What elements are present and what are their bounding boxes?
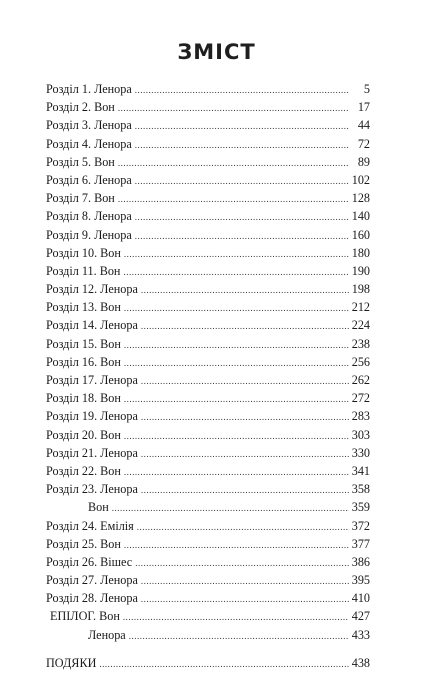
dot-leader: [124, 427, 349, 445]
toc-entry-page: 433: [351, 627, 370, 642]
toc-entry-page: 160: [351, 227, 370, 242]
toc-entry-page: 358: [351, 482, 370, 497]
toc-entry: [46, 135, 370, 153]
toc-entry-page: 180: [351, 245, 370, 260]
toc-entry-label: Розділ 20. Вон: [46, 427, 121, 442]
toc-entry-page: 238: [351, 336, 370, 351]
toc-entry: [46, 80, 370, 98]
dot-leader: [135, 81, 349, 99]
toc-entry: [46, 535, 370, 553]
toc-entry-page: 212: [351, 300, 370, 315]
toc-entry: [46, 571, 370, 589]
toc-entry-page: 17: [357, 100, 370, 115]
toc-entry: [46, 389, 370, 407]
toc-entry-label: Розділ 21. Ленора: [46, 445, 138, 460]
toc-entry-label: Розділ 13. Вон: [46, 300, 121, 315]
toc-entry: [46, 498, 370, 516]
dot-leader: [124, 536, 349, 554]
toc-entry-label: Розділ 11. Вон: [46, 263, 121, 278]
dot-leader: [141, 590, 349, 608]
toc-entry: [46, 480, 370, 498]
toc-entry: [46, 226, 370, 244]
table-of-contents: [46, 80, 370, 672]
toc-entry-page: 190: [351, 263, 370, 278]
toc-entry: [46, 371, 370, 389]
page-title: ЗМІСТ: [177, 40, 256, 64]
dot-leader: [129, 627, 349, 645]
toc-entry-page: 102: [351, 172, 370, 187]
toc-entry-label: Розділ 9. Ленора: [46, 227, 132, 242]
toc-entry-label: Розділ 23. Ленора: [46, 482, 138, 497]
toc-entry-page: 438: [351, 655, 370, 670]
toc-entry-page: 330: [351, 445, 370, 460]
dot-leader: [141, 281, 349, 299]
toc-entry: [46, 462, 370, 480]
toc-entry-page: 395: [351, 573, 370, 588]
dot-leader: [99, 655, 348, 673]
dot-leader: [135, 227, 349, 245]
spacer: [46, 644, 370, 654]
toc-entry-label: Розділ 14. Ленора: [46, 318, 138, 333]
toc-entry: [46, 316, 370, 334]
toc-entry-label: Розділ 8. Ленора: [46, 209, 132, 224]
toc-entry: [46, 553, 370, 571]
toc-entry-label: Вон: [88, 500, 109, 515]
toc-entry: [46, 654, 370, 672]
toc-entry-label: Розділ 18. Вон: [46, 391, 121, 406]
toc-entry: [46, 426, 370, 444]
toc-entry-label: Розділ 24. Емілія: [46, 518, 134, 533]
dot-leader: [135, 136, 349, 154]
toc-entry-page: 72: [357, 136, 370, 151]
toc-entry: [46, 335, 370, 353]
toc-entry: [46, 517, 370, 535]
dot-leader: [141, 445, 349, 463]
dot-leader: [141, 317, 349, 335]
toc-entry: [46, 189, 370, 207]
dot-leader: [141, 481, 349, 499]
dot-leader: [118, 99, 349, 117]
dot-leader: [118, 154, 349, 172]
toc-entry-page: 256: [351, 354, 370, 369]
toc-entry-page: 262: [351, 373, 370, 387]
dot-leader: [123, 608, 349, 626]
toc-entry: [46, 280, 370, 298]
toc-entry-page: 359: [351, 500, 370, 515]
toc-entry: [46, 353, 370, 371]
dot-leader: [118, 190, 349, 208]
toc-entry-page: 427: [351, 609, 370, 624]
toc-entry-label: Розділ 4. Ленора: [46, 136, 132, 151]
toc-entry-label: Розділ 3. Ленора: [46, 118, 132, 133]
dot-leader: [137, 518, 349, 536]
toc-entry: [46, 207, 370, 225]
toc-entry-page: 89: [357, 154, 370, 169]
dot-leader: [141, 372, 349, 390]
toc-entry-label: Розділ 26. Вішес: [46, 554, 133, 569]
dot-leader: [124, 390, 349, 408]
dot-leader: [112, 499, 349, 517]
toc-entry: [46, 116, 370, 134]
dot-leader: [135, 208, 349, 226]
toc-entry-page: 372: [351, 518, 370, 533]
toc-entry-label: Розділ 25. Вон: [46, 536, 121, 551]
toc-entry-label: Розділ 12. Ленора: [46, 282, 138, 297]
toc-entry: [46, 589, 370, 607]
toc-entry-page: 283: [351, 409, 370, 424]
dot-leader: [135, 117, 349, 135]
toc-entry-label: Розділ 27. Ленора: [46, 573, 138, 588]
toc-entry-label: ЕПІЛОГ. Вон: [50, 609, 120, 624]
toc-entry-label: Розділ 28. Ленора: [46, 591, 138, 606]
toc-entry-label: Розділ 19. Ленора: [46, 409, 138, 424]
toc-entry-page: 44: [357, 118, 370, 133]
toc-entry-label: Розділ 10. Вон: [46, 245, 121, 260]
toc-entry-page: 224: [351, 318, 370, 333]
dot-leader: [135, 172, 349, 190]
toc-entry-page: 410: [351, 591, 370, 606]
toc-entry: [46, 407, 370, 425]
toc-entry-label: Розділ 2. Вон: [46, 100, 115, 115]
toc-entry-page: 386: [351, 554, 370, 569]
toc-entry: [46, 244, 370, 262]
toc-entry-label: Розділ 22. Вон: [46, 463, 121, 478]
toc-entry-page: 140: [351, 209, 370, 224]
toc-entry: [46, 298, 370, 316]
toc-entry-label: Розділ 6. Ленора: [46, 172, 132, 187]
toc-entry: [46, 626, 370, 644]
toc-entry-page: 5: [363, 82, 370, 96]
toc-entry-label: Розділ 17. Ленора: [46, 373, 138, 387]
dot-leader: [141, 572, 349, 590]
toc-entry-label: Розділ 15. Вон: [46, 336, 121, 351]
toc-entry-label: Розділ 1. Ленора: [46, 82, 132, 96]
toc-entry: [46, 98, 370, 116]
toc-entry-label: ПОДЯКИ: [46, 655, 97, 670]
dot-leader: [124, 354, 349, 372]
dot-leader: [135, 554, 349, 572]
dot-leader: [124, 245, 349, 263]
dot-leader: [123, 263, 348, 281]
toc-entry: [46, 262, 370, 280]
toc-entry: [46, 171, 370, 189]
toc-entry: [46, 444, 370, 462]
toc-entry-page: 272: [351, 391, 370, 406]
dot-leader: [124, 463, 349, 481]
toc-entry-page: 128: [351, 191, 370, 206]
toc-entry-page: 198: [351, 282, 370, 297]
dot-leader: [124, 336, 349, 354]
toc-entry-page: 341: [351, 463, 370, 478]
toc-entry: [46, 607, 370, 625]
dot-leader: [124, 299, 349, 317]
toc-entry-label: Розділ 5. Вон: [46, 154, 115, 169]
toc-entry-label: Розділ 16. Вон: [46, 354, 121, 369]
toc-entry-label: Розділ 7. Вон: [46, 191, 115, 206]
toc-entry-page: 303: [351, 427, 370, 442]
toc-entry-label: Ленора: [88, 627, 126, 642]
toc-entry-page: 377: [351, 536, 370, 551]
dot-leader: [141, 408, 349, 426]
toc-entry: [46, 153, 370, 171]
